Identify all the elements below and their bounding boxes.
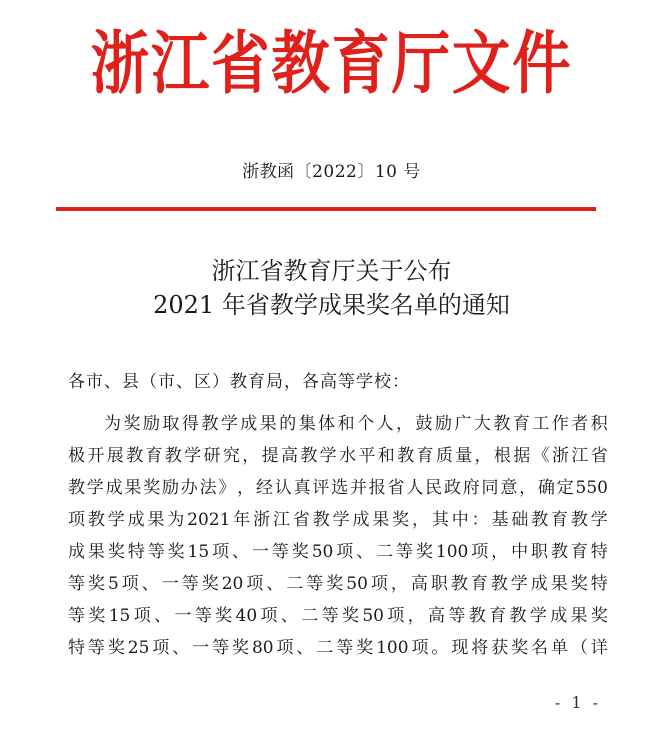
body-line: 为 奖 励 取 得 教 学 成 果 的 集 体 和 个 人 ， 鼓 励 广 大 教 育 工 作 者 积: [104, 414, 608, 434]
notice-title-line-2: 2021 年省教学成果奖名单的通知: [153, 291, 510, 319]
body-line: 成 果 奖 特 等 奖 15 项 、 一 等 奖 50 项 、 二 等 奖 100 项 ， 中 职 教 育 特: [68, 542, 608, 562]
body-line: 等 奖 15 项 、 一 等 奖 40 项 、 二 等 奖 50 项 ， 高 等 教 育 教 学 成 果 奖: [68, 606, 608, 626]
body-line: 教 学 成 果 奖 励 办 法 》 ， 经 认 真 评 选 并 报 省 人 民 政 府 同 意 ， 确 定 550: [68, 478, 608, 498]
page-number: - 1 -: [554, 693, 601, 712]
body-line: 等 奖 5 项 、 一 等 奖 20 项 、 二 等 奖 50 项 ， 高 职 教 育 教 学 成 果 奖 特: [68, 574, 608, 594]
body-line: 特 等 奖 25 项 、 一 等 奖 80 项 、 二 等 奖 100 项 。 现 将 获 奖 名 单 （ 详: [68, 638, 608, 658]
masthead-title: 浙江省教育厅文件: [90, 25, 573, 104]
document-number: 浙教函〔2022〕10 号: [242, 162, 421, 182]
notice-title-line-1: 浙江省教育厅关于公布: [211, 257, 452, 285]
notice-title: [0, 254, 663, 322]
red-divider-line: [56, 207, 596, 211]
body-text: [68, 408, 608, 664]
body-line: 项 教 学 成 果 为 2021 年 浙 江 省 教 学 成 果 奖 ， 其 中 ： 基 础 教 育 教 学: [68, 510, 608, 530]
salutation: 各市、县（市、区）教育局，各高等学校：: [68, 372, 410, 392]
body-line: 极 开 展 教 育 教 学 研 究 ， 提 高 教 学 水 平 和 教 育 质 量 ， 根 据 《 浙 江 省: [68, 446, 608, 466]
